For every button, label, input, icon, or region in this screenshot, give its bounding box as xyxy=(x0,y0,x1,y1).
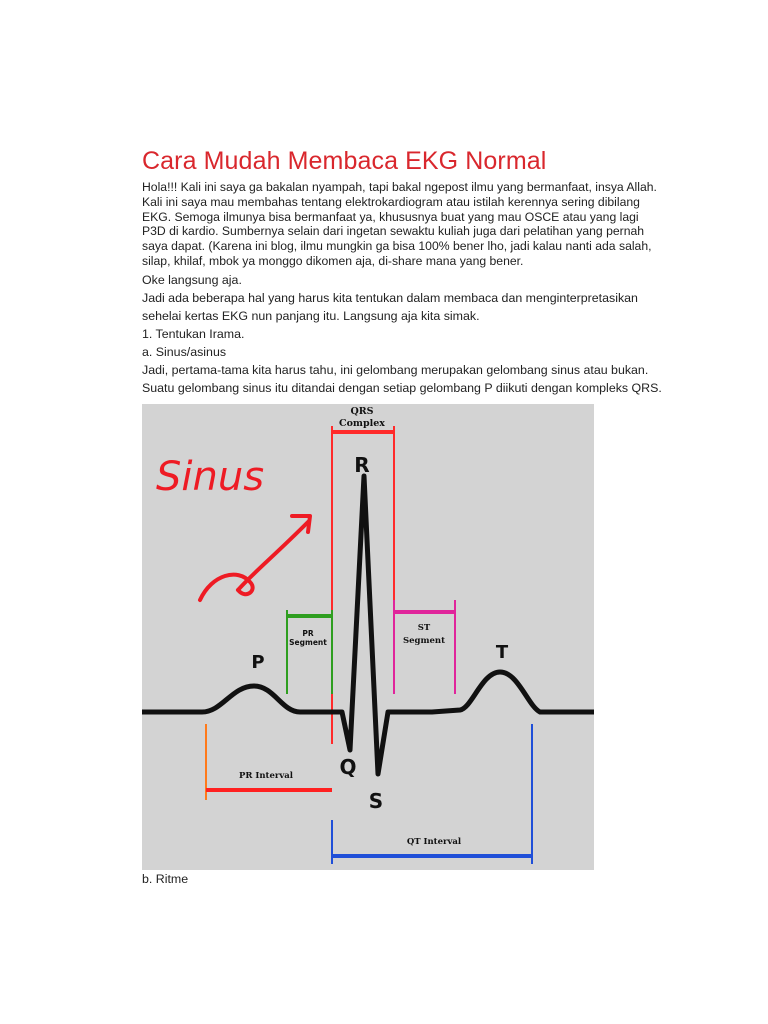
st-segment-label-line1: ST xyxy=(417,623,431,633)
ekg-figure xyxy=(142,404,594,870)
st-segment-label-line2: Segment xyxy=(403,636,445,646)
article xyxy=(142,146,662,397)
section-ritme: b. Ritme xyxy=(142,872,189,886)
ekg-diagram xyxy=(142,404,594,870)
handwritten-arrow-shaft xyxy=(238,522,308,590)
p-wave-label: P xyxy=(251,652,265,673)
ekg-trace xyxy=(142,476,594,774)
article-title: Cara Mudah Membaca EKG Normal xyxy=(142,147,547,175)
s-wave-label: S xyxy=(368,789,384,813)
intro-paragraph: Hola!!! Kali ini saya ga bakalan nyampah, tapi bakal ngepost ilmu yang bermanfaat, insya Allah. Kali ini saya mau membahas tentang elektrokardiogram atau istilah kerennya sering dibilang EKG. Semoga ilmunya bisa bermanfaat ya, khususnya buat yang mau OSCE atau yang lagi P3D di kardio. Sumbernya selain dari ingetan sewaktu kuliah juga dari pelatihan yang pernah saya dapat. (Karena ini blog, ilmu mungkin ga bisa 100% bener lho, jadi kalau nanti ada salah, silap, khilaf, mbok ya monggo dikomen aja, di-share mana yang bener. xyxy=(142,180,657,268)
pr-segment-label-line1: PR xyxy=(302,629,314,638)
paragraph-4: a. Sinus/asinus xyxy=(142,344,227,359)
handwritten-arrow-loop xyxy=(200,575,253,600)
sinus-handwriting: Sinus xyxy=(156,454,265,500)
qt-interval-label: QT Interval xyxy=(406,837,462,847)
q-wave-label: Q xyxy=(339,755,357,779)
paragraph-2: Jadi ada beberapa hal yang harus kita tentukan dalam membaca dan menginterpretasikan sehelai kertas EKG nun panjang itu. Langsung aja kita simak. xyxy=(142,290,638,323)
t-wave-label: T xyxy=(495,642,509,663)
paragraph-5: Jadi, pertama-tama kita harus tahu, ini gelombang merupakan gelombang sinus atau bukan. Suatu gelombang sinus itu ditandai dengan setiap gelombang P diikuti dengan kompleks QRS. xyxy=(142,362,662,395)
paragraph-3: 1. Tentukan Irama. xyxy=(142,326,245,341)
paragraph-1: Oke langsung aja. xyxy=(142,272,242,287)
qrs-label-line1: QRS xyxy=(350,406,374,417)
r-wave-label: R xyxy=(354,453,370,477)
pr-interval-label: PR Interval xyxy=(238,771,294,781)
qrs-label-line2: Complex xyxy=(339,418,385,429)
pr-segment-label-line2: Segment xyxy=(289,638,327,647)
